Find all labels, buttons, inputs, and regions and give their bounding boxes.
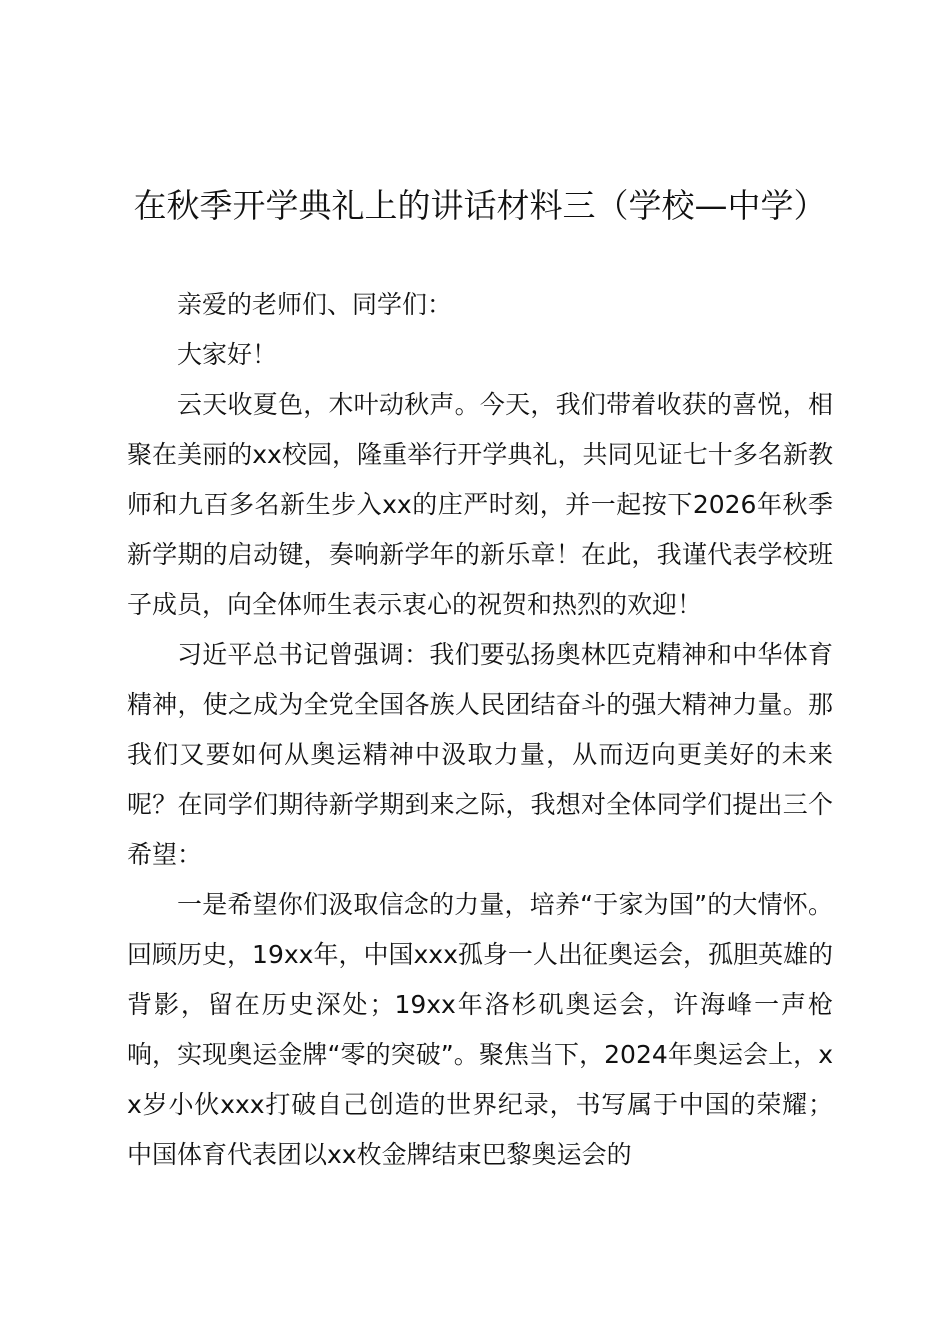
salutation: 亲爱的老师们、同学们： <box>177 290 453 319</box>
paragraph-opening: 云天收夏色，木叶动秋声。今天，我们带着收获的喜悦，相聚在美丽的xx校园，隆重举行开学典礼，共同见证七十多名新教师和九百多名新生步入xx的庄严时刻，并一起按下2026年秋季新学期的启动键，奏响新学年的新乐章！在此，我谨代表学校班子成员，向全体师生表示衷心的祝贺和热烈的欢迎！ <box>127 390 833 619</box>
paragraph-hope-one: 一是希望你们汲取信念的力量，培养“于家为国”的大情怀。回顾历史，19xx年，中国xxx孤身一人出征奥运会，孤胆英雄的背影，留在历史深处；19xx年洛杉矶奥运会，许海峰一声枪响，实现奥运金牌“零的突破”。聚焦当下，2024年奥运会上，xx岁小伙xxx打破自己创造的世界纪录，书写属于中国的荣耀；中国体育代表团以xx枚金牌结束巴黎奥运会的 <box>127 890 833 1169</box>
document-title: 在秋季开学典礼上的讲话材料三（学校—中学） <box>133 186 827 225</box>
greeting: 大家好！ <box>177 340 278 369</box>
document-body <box>127 280 833 1180</box>
paragraph-quote: 习近平总书记曾强调：我们要弘扬奥林匹克精神和中华体育精神，使之成为全党全国各族人民团结奋斗的强大精神力量。那我们又要如何从奥运精神中汲取力量，从而迈向更美好的未来呢？在同学们期待新学期到来之际，我想对全体同学们提出三个希望： <box>127 640 833 869</box>
